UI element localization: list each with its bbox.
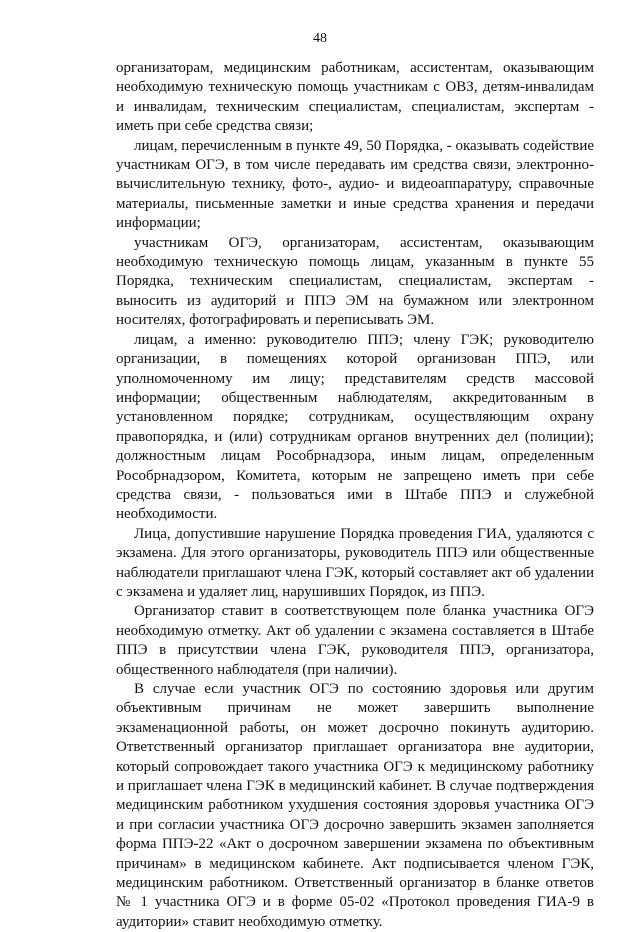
paragraph-7: В случае если участник ОГЭ по состоянию здоровья или другим объективным причинам не может завершить выполнение экзаменационной работы, он может досрочно покинуть аудиторию. Ответственный организатор приглашает организатора вне аудитории, который сопровождает такого участника ОГЭ к медицинскому работнику и приглашает члена ГЭК в медицинский кабинет. В случае подтверждения медицинским работником ухудшения состояния здоровья участника ОГЭ и при согласии участника ОГЭ досрочно завершить экзамен заполняется форма ППЭ-22 «Акт о досрочном завершении экзамена по объективным причинам» в медицинском кабинете. Акт подписывается членом ГЭК, медицинским работником. Ответственный организатор в бланке ответов № 1 участника ОГЭ и в форме 05-02 «Протокол проведения ГИА-9 в аудитории» ставит необходимую отметку. [116,681,594,930]
document-body [116,59,594,932]
paragraph-3: участникам ОГЭ, организаторам, ассистентам, оказывающим необходимую техническую помощь лицам, указанным в пункте 55 Порядка, техническим специалистам, специалистам, экспертам - выносить из аудиторий и ППЭ ЭМ на бумажном или электронном носителях, фотографировать и переписывать ЭМ. [116,234,594,329]
paragraph-1: организаторам, медицинским работникам, ассистентам, оказывающим необходимую техническую помощь участникам с ОВЗ, детям-инвалидам и инвалидам, техническим специалистам, специалистам, экспертам - иметь при себе средства связи; [116,60,594,135]
paragraph-6: Организатор ставит в соответствующем поле бланка участника ОГЭ необходимую отметку. Акт об удалении с экзамена составляется в Штабе ППЭ в присутствии члена ГЭК, руководителя ППЭ, организатора, общественного наблюдателя (при наличии). [116,603,594,678]
paragraph-4: лицам, а именно: руководителю ППЭ; члену ГЭК; руководителю организации, в помещениях которой организован ППЭ, или уполномоченному им лицу; представителям средств массовой информации; общественным наблюдателям, аккредитованным в установленном порядке; сотрудникам, осуществляющим охрану правопорядка, и (или) сотрудникам органов внутренних дел (полиции); должностным лицам Рособрнадзора, иным лицам, определенным Рособрнадзором, Комитета, которым не запрещено иметь при себе средства связи, - пользоваться ими в Штабе ППЭ и служебной необходимости. [116,331,594,523]
paragraph-2: лицам, перечисленным в пункте 49, 50 Порядка, - оказывать содействие участникам ОГЭ, в том числе передавать им средства связи, электронно-вычислительную технику, фото-, аудио- и видеоаппаратуру, справочные материалы, письменные заметки и иные средства хранения и передачи информации; [116,137,594,232]
page-number: 48 [313,31,327,46]
paragraph-5: Лица, допустившие нарушение Порядка проведения ГИА, удаляются с экзамена. Для этого организаторы, руководитель ППЭ или общественные наблюдатели приглашают члена ГЭК, который составляет акт об удалении с экзамена и удаляет лиц, нарушивших Порядок, из ППЭ. [116,525,594,600]
